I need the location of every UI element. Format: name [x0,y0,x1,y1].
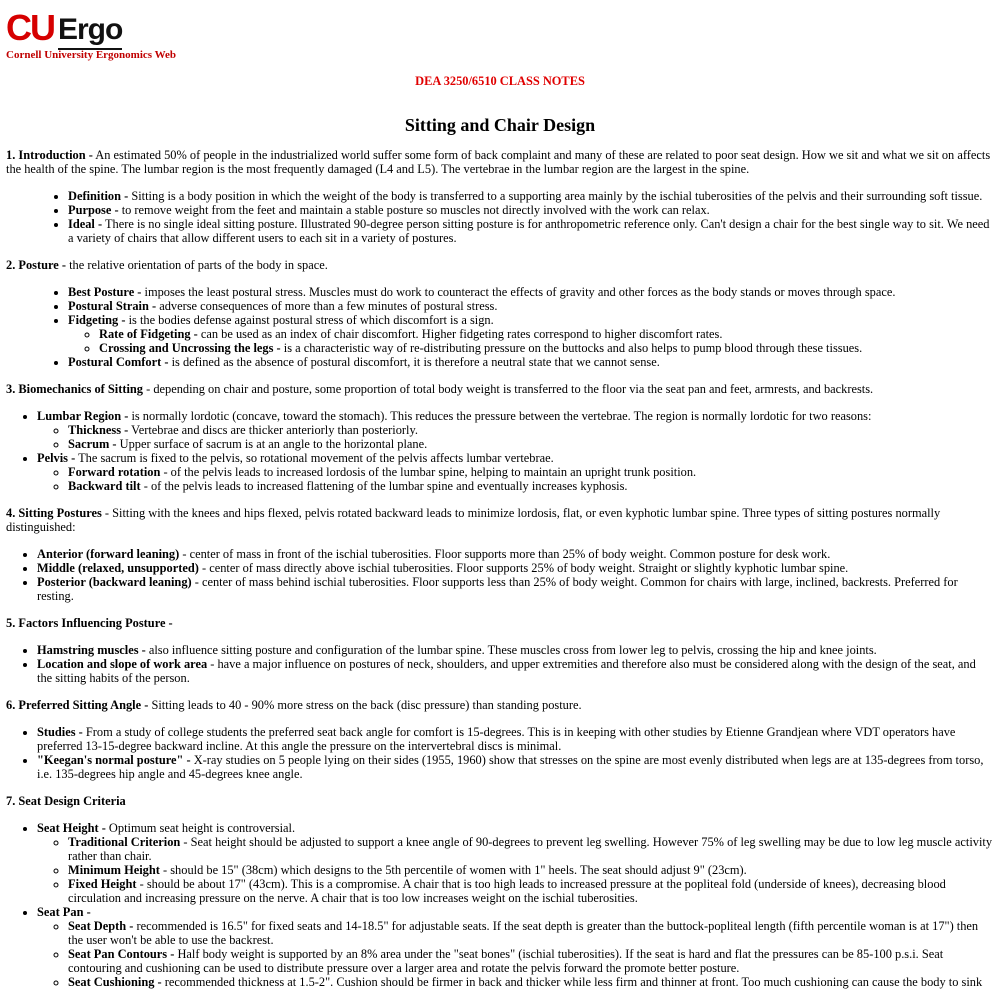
list-item [37,657,994,685]
list-item [68,479,994,493]
section-text: - depending on chair and posture, some proportion of total body weight is transferred to the floor via the seat pan and feet, armrests, and backrests. [143,382,874,396]
logo-ergo-text: Ergo [58,12,122,50]
cuergo-logo[interactable] [6,8,136,48]
term: Postural Comfort - [68,355,169,369]
list-item [68,313,994,355]
term-text: also influence sitting posture and configuration of the lumbar spine. These muscles cross from lower leg to pelvis, crossing the hip and knee joints. [145,643,877,657]
sublist-seat-pan [37,919,994,989]
section-heading: 4. Sitting Postures [6,506,102,520]
term-text: recommended is 16.5" for fixed seats and 14-18.5" for adjustable seats. If the seat depth is greater than the buttock-popliteal length (fifth percentile woman is at 17") then the user won't be able to use the backrest. [68,919,979,947]
class-notes-label: DEA 3250/6510 CLASS NOTES [415,74,585,88]
section-text: - Sitting with the knees and hips flexed, pelvis rotated backward leads to minimize lordosis, flat, or even kyphotic lumbar spine. Three types of sitting postures normally distinguished: [6,506,941,534]
term-text: - should be about 17" (43cm). This is a compromise. A chair that is too high leads to increased pressure at the popliteal fold (underside of knees), decreasing blood circulation and increasing pressure on the nerve. A chair that is too low increases weight on the ischial tuberosities. [68,877,946,905]
section-sitting-angle [6,698,994,712]
page-title: Sitting and Chair Design [404,115,596,135]
section-seat-design [6,794,994,808]
term-text: - center of mass directly above ischial tuberosities. Floor supports 25% of body weight. Straight or slightly kyphotic lumbar spine. [198,561,849,575]
list-item [68,189,994,203]
sublist-seat-height [37,835,994,905]
site-subtitle: Cornell University Ergonomics Web [6,49,176,61]
term: Postural Strain - [68,299,157,313]
section-sitting-postures [6,506,994,534]
list-sitting-angle [6,725,994,781]
list-item [37,643,994,657]
section-heading: 6. Preferred Sitting Angle - [6,698,149,712]
term-text: is normally lordotic (concave, toward the stomach). This reduces the pressure between the vertebrae. The region is normally lordotic for two reasons: [128,409,872,423]
term-text: - should be 15" (38cm) which designs to the 5th percentile of women with 1" heels. The seat should adjust 9" (23cm). [159,863,747,877]
list-posture [6,285,994,369]
list-factors [6,643,994,685]
term-text: is defined as the absence of postural discomfort, it is therefore a neutral state that we cannot sense. [168,355,660,369]
sublist-fidgeting [68,327,994,355]
list-sitting-postures [6,547,994,603]
list-item [68,217,994,245]
list-item [68,203,994,217]
term: Fixed Height [68,877,137,891]
term: Anterior (forward leaning) [37,547,180,561]
list-item [68,423,994,437]
term: Ideal - [68,217,103,231]
logo-cu-text: CU [6,7,54,48]
list-item [37,575,994,603]
list-item [37,547,994,561]
section-heading: 5. Factors Influencing Posture - [6,616,173,630]
term-text: - Seat height should be adjusted to support a knee angle of 90-degrees to prevent leg swelling. However 75% of leg swelling may be due to low leg muscle activity rather than chair. [68,835,993,863]
list-item [68,299,994,313]
term-text: The sacrum is fixed to the pelvis, so rotational movement of the pelvis affects lumbar vertebrae. [75,451,554,465]
list-item [37,821,994,905]
term: Forward rotation [68,465,161,479]
list-item [68,355,994,369]
term: Seat Pan - [37,905,91,919]
list-item [68,877,994,905]
section-factors [6,616,994,630]
term: Seat Height - [37,821,106,835]
term: Seat Depth - [68,919,134,933]
list-item [37,561,994,575]
term-text: - center of mass behind ischial tuberosities. Floor supports less than 25% of body weight. Common for chairs with large, inclined, backrests. Preferred for resting. [37,575,958,603]
term: Traditional Criterion [68,835,181,849]
list-item [68,465,994,479]
list-item [68,863,994,877]
term-text: Half body weight is supported by an 8% area under the "seat bones" (ischial tuberosities). If the seat is hard and flat the pressures can be 85-100 p.s.i. Seat contouring and cushioning can be used to distribute pressure over a larger area and rotate the pelvis forward the promote better posture. [68,947,944,975]
section-heading: 2. Posture - [6,258,66,272]
term: Purpose - [68,203,119,217]
term: Seat Cushioning - [68,975,162,989]
term-text: Sitting is a body position in which the weight of the body is transferred to a supporting area mainly by the ischial tuberosities of the pelvis and their surrounding soft tissue. [128,189,983,203]
term-text: Upper surface of sacrum is at an angle to the horizontal plane. [116,437,428,451]
section-biomechanics [6,382,994,396]
section-text: Sitting leads to 40 - 90% more stress on the back (disc pressure) than standing posture. [148,698,582,712]
document-body [6,148,994,1002]
section-heading: 1. Introduction - [6,148,93,162]
term: Definition - [68,189,129,203]
list-item [37,409,994,451]
term-text: - have a major influence on postures of neck, shoulders, and upper extremities and therefore also must be considered along with the design of the seat, and the sitting habits of the person. [37,657,976,685]
term-text: Optimum seat height is controversial. [105,821,296,835]
term-text: imposes the least postural stress. Muscles must do work to counteract the effects of gravity and other forces as the body stands or moves through space. [141,285,896,299]
term: "Keegan's normal posture" - [37,753,191,767]
list-item [37,725,994,753]
section-heading: 7. Seat Design Criteria [6,794,126,808]
list-seat-design [6,821,994,989]
list-introduction [6,189,994,245]
list-item [68,835,994,863]
term-text: - center of mass in front of the ischial tuberosities. Floor supports more than 25% of body weight. Common posture for desk work. [179,547,831,561]
list-item [37,753,994,781]
list-item [68,947,994,975]
section-text: An estimated 50% of people in the industrialized world suffer some form of back complaint and many of these are related to poor seat design. How we sit and what we sit on affects the health of the spine. The lumbar region is the most frequently damaged (L4 and L5). The vertebrae in the lumbar region are the largest in the spine. [6,148,991,176]
term-text: - of the pelvis leads to increased lordosis of the lumbar spine, helping to maintain an upright trunk position. [160,465,697,479]
term: Minimum Height [68,863,160,877]
term: Pelvis - [37,451,76,465]
list-biomechanics [6,409,994,493]
term-text: recommended thickness at 1.5-2". Cushion should be firmer in back and thicker while less firm and thinner at front. Too much cushioning can cause the body to sink [161,975,983,989]
term-text: Vertebrae and discs are thicker anteriorly than posteriorly. [128,423,418,437]
section-heading: 3. Biomechanics of Sitting [6,382,143,396]
section-introduction [6,148,994,176]
list-item [99,341,994,355]
term: Sacrum - [68,437,117,451]
list-item [99,327,994,341]
term-text: There is no single ideal sitting posture. Illustrated 90-degree person sitting posture is for anthropometric reference only. Can't design a chair for the best single way to sit. We need a variety of chairs that allow different users to each sit in a variety of postures. [68,217,990,245]
term: Best Posture - [68,285,142,299]
term: Lumbar Region - [37,409,129,423]
term: Posterior (backward leaning) [37,575,192,589]
sublist-pelvis [37,465,994,493]
term: Thickness - [68,423,129,437]
term-text: From a study of college students the preferred seat back angle for comfort is 15-degrees. This is in keeping with other studies by Etienne Grandjean where VDT operators have preferred 13-15-degree backward incline. At this angle the pressure on the intervertebral discs is minimal. [37,725,956,753]
list-item [37,451,994,493]
term: Seat Pan Contours - [68,947,175,961]
term: Location and slope of work area [37,657,208,671]
term: Rate of Fidgeting - [99,327,198,341]
term-text: adverse consequences of more than a few minutes of postural stress. [156,299,498,313]
list-item [37,905,994,989]
sublist-lumbar [37,423,994,451]
term-text: to remove weight from the feet and maintain a stable posture so muscles not directly involved with the work can relax. [118,203,710,217]
term-text: - of the pelvis leads to increased flattening of the lumbar spine and eventually increases kyphosis. [140,479,628,493]
term-text: is a characteristic way of re-distributing pressure on the buttocks and also helps to pump blood through these tissues. [280,341,863,355]
list-item [68,437,994,451]
term-text: can be used as an index of chair discomfort. Higher fidgeting rates correspond to higher discomfort rates. [197,327,723,341]
term: Studies - [37,725,83,739]
list-item [68,975,994,989]
term: Fidgeting - [68,313,126,327]
term: Crossing and Uncrossing the legs - [99,341,281,355]
list-item [68,919,994,947]
term: Hamstring muscles - [37,643,146,657]
term: Backward tilt [68,479,141,493]
term: Middle (relaxed, unsupported) [37,561,199,575]
section-text: the relative orientation of parts of the body in space. [66,258,328,272]
section-posture [6,258,994,272]
list-item [68,285,994,299]
term-text: is the bodies defense against postural stress of which discomfort is a sign. [125,313,494,327]
term-text: X-ray studies on 5 people lying on their sides (1955, 1960) show that stresses on the spine are most evenly distributed when legs are at 135-degrees from torso, i.e. 135-degrees hip angle and 45-degrees knee angle. [37,753,984,781]
